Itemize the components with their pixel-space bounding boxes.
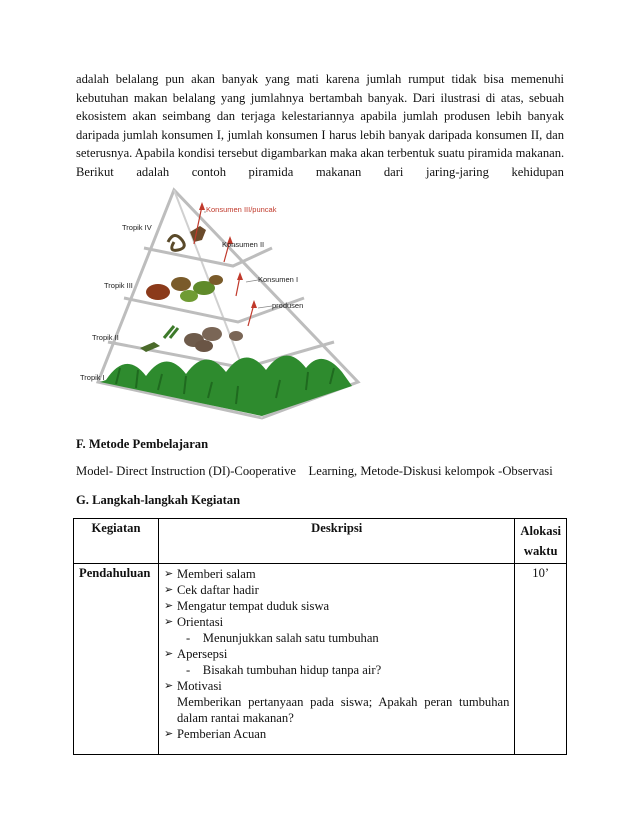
list-item xyxy=(164,566,509,582)
list-item xyxy=(164,582,509,598)
list-item-text: Motivasi xyxy=(177,679,222,693)
list-item xyxy=(164,646,509,662)
label-tropik-1: Tropik I xyxy=(80,373,105,382)
arrow-bullet-icon: ➢ xyxy=(164,648,174,660)
arrow-bullet-icon: ➢ xyxy=(164,600,174,612)
label-konsumen-3: Konsumen III/puncak xyxy=(206,205,277,214)
list-item-text: Apersepsi xyxy=(177,647,228,661)
list-item xyxy=(164,726,509,742)
label-konsumen-1: Konsumen I xyxy=(258,275,299,284)
label-tropik-2: Tropik II xyxy=(92,333,119,342)
label-tropik-3: Tropik III xyxy=(104,281,133,290)
paragraph-line: kebutuhan makan belalang yang jumlahnya bertambah banyak. Dari ilustrasi di atas, sebuah xyxy=(76,90,564,105)
word: adalah xyxy=(136,164,170,179)
description-list xyxy=(164,566,509,742)
paragraph-line: ekosistem akan seimbang dan terjaga kelestariannya apabila jumlah produsen lebih banyak xyxy=(76,109,564,124)
section-f-text: Model- Direct Instruction (DI)-Cooperative Learning, Metode-Diskusi kelompok -Observasi xyxy=(76,464,553,478)
list-item-text: Cek daftar hadir xyxy=(177,583,259,597)
word: piramida xyxy=(248,164,294,179)
section-f-heading: F. Metode Pembelajaran xyxy=(76,437,209,451)
paragraph-line: daripada jumlah konsumen I, jumlah konsumen I harus lebih banyak daripada konsumen II, dan xyxy=(76,127,564,142)
arrow-bullet-icon: ➢ xyxy=(164,584,174,596)
sub-item: - Menunjukkan salah satu tumbuhan xyxy=(186,631,379,645)
label-produsen: produsen xyxy=(272,301,304,310)
list-item xyxy=(164,598,509,614)
snake-eagle-icon xyxy=(168,226,206,250)
header-alokasi-line1: Alokasi xyxy=(520,524,561,538)
word: jaring-jaring xyxy=(425,164,489,179)
food-pyramid-illustration xyxy=(80,184,376,424)
activity-table xyxy=(73,518,567,755)
motivation-text: Memberikan pertanyaan pada siswa; Apakah peran tumbuhan dalam rantai makanan? xyxy=(177,695,510,725)
word: dari xyxy=(383,164,404,179)
list-item xyxy=(164,614,509,630)
cell-alokasi: 10’ xyxy=(515,564,567,755)
header-alokasi xyxy=(515,519,567,564)
word: kehidupan xyxy=(511,164,564,179)
list-item-text: Pemberian Acuan xyxy=(177,727,267,741)
paragraph-line: adalah belalang pun akan banyak yang mati karena jumlah rumput tidak bisa memenuhi xyxy=(76,72,564,86)
arrow-bullet-icon: ➢ xyxy=(164,680,174,692)
list-item-text: Mengatur tempat duduk siswa xyxy=(177,599,330,613)
cell-kegiatan: Pendahuluan xyxy=(74,564,159,755)
cell-deskripsi xyxy=(159,564,515,755)
chicken-frog-icon xyxy=(146,275,223,302)
header-kegiatan: Kegiatan xyxy=(74,519,159,564)
header-alokasi-line2: waktu xyxy=(523,544,558,558)
table-header-row xyxy=(74,519,567,564)
body-paragraph xyxy=(76,70,564,182)
paragraph-line: seterusnya. Apabila kondisi tersebut digambarkan maka akan terbentuk suatu piramida makanan. xyxy=(76,146,565,161)
arrow-bullet-icon: ➢ xyxy=(164,616,174,628)
word: makanan xyxy=(315,164,362,179)
section-g-heading: G. Langkah-langkah Kegiatan xyxy=(76,493,241,507)
list-item-text: Orientasi xyxy=(177,615,224,629)
arrow-bullet-icon: ➢ xyxy=(164,728,174,740)
sub-item: - Bisakah tumbuhan hidup tanpa air? xyxy=(186,663,382,677)
table-row xyxy=(74,564,567,755)
label-konsumen-2: Konsumen II xyxy=(222,240,265,249)
list-item xyxy=(164,678,509,694)
level-divider xyxy=(144,248,272,266)
header-deskripsi: Deskripsi xyxy=(159,519,515,564)
word: Berikut xyxy=(76,164,114,179)
label-tropik-4: Tropik IV xyxy=(122,223,152,232)
paragraph-last-line xyxy=(76,163,564,182)
list-item-text: Memberi salam xyxy=(177,567,256,581)
word: contoh xyxy=(191,164,226,179)
arrow-bullet-icon: ➢ xyxy=(164,568,174,580)
